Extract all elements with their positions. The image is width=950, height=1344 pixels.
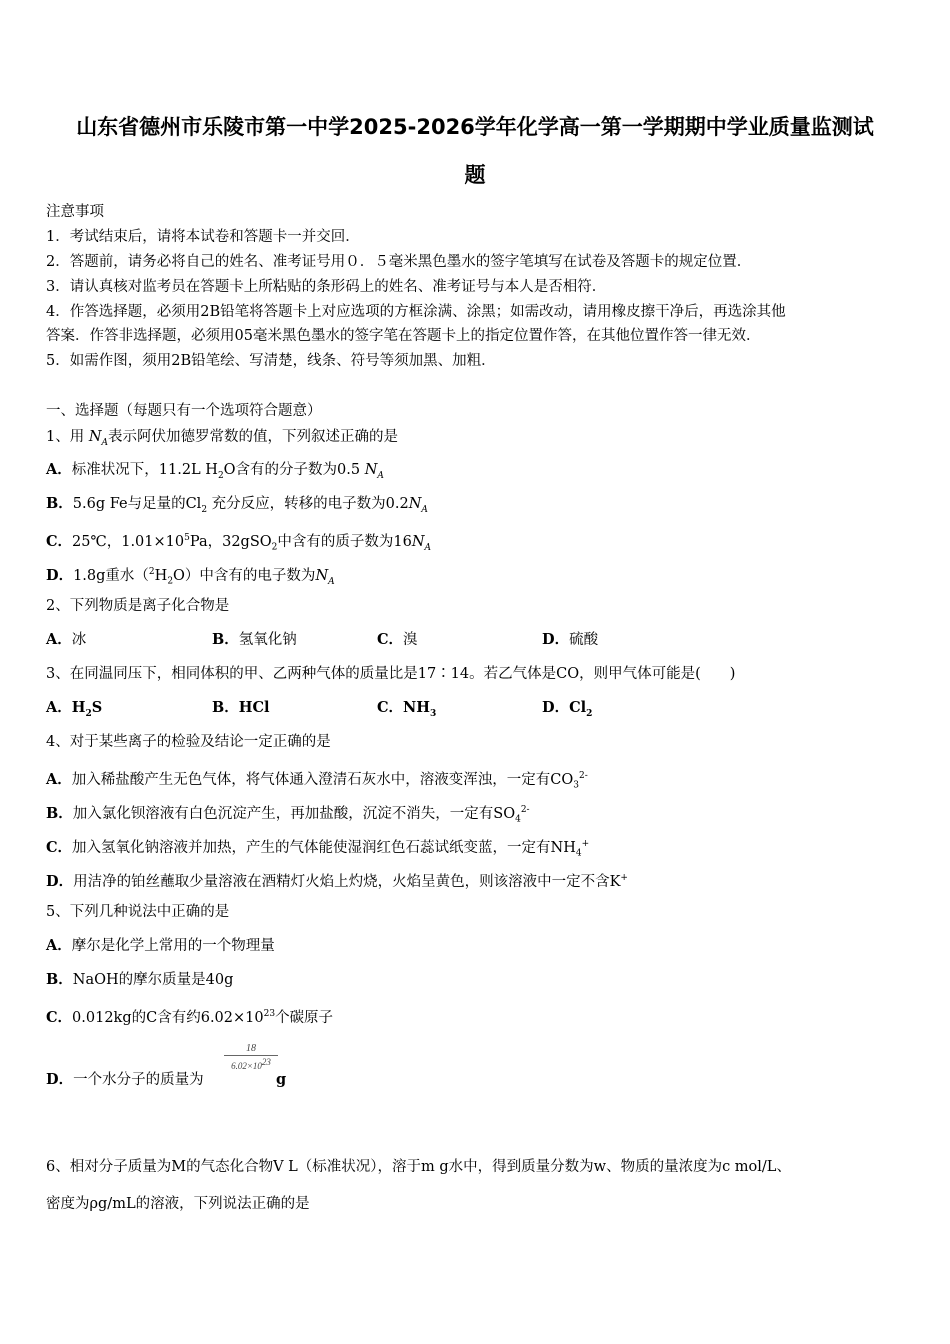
fraction-unit: g <box>276 1071 287 1088</box>
question-1-option-c: C．25℃，$1.01\times 10^5Pa$，32gSO$_2$中含有的质子数为$16N_A$ <box>46 532 432 553</box>
question-4-option-d: D．用洁净的铂丝蘸取少量溶液在酒精灯火焰上灼烧，火焰呈黄色，则该溶液中一定不含K+ <box>46 872 628 890</box>
notice-item: 5．如需作图，须用2B铅笔绘、写清楚，线条、符号等须加黑、加粗． <box>46 353 496 369</box>
question-6-stem-continued: 密度为ρg/mL的溶液，下列说法正确的是 <box>46 1196 310 1212</box>
question-4-option-b: B．加入氯化钡溶液有白色沉淀产生，再加盐酸，沉淀不消失，一定有$SO_4^{2-}$ <box>46 804 530 825</box>
question-5-stem: 5、下列几种说法中正确的是 <box>46 904 230 920</box>
notice-item: 3．请认真核对监考员在答题卡上所粘贴的条形码上的姓名、准考证号与本人是否相符． <box>46 279 607 295</box>
notice-item: 答案．作答非选择题，必须用05毫米黑色墨水的签字笔在答题卡上的指定位置作答，在其他位置作答一律无效． <box>46 328 761 344</box>
question-3-option-c: C．$NH_3$ <box>377 699 437 719</box>
notice-item: 1．考试结束后，请将本试卷和答题卡一并交回． <box>46 229 360 245</box>
fraction-denominator: $6.02\times 10^{23}$ <box>231 1057 271 1071</box>
question-4-option-a: A．加入稀盐酸产生无色气体，将气体通入澄清石灰水中，溶液变浑浊，一定有$CO_3^{2-}$ <box>46 770 588 791</box>
question-5-option-c: C．0.012kg的C含有约$6.02\times 10^{23}$个碳原子 <box>46 1008 334 1026</box>
question-2-option-a: A．冰 <box>46 631 87 648</box>
question-2-stem: 2、下列物质是离子化合物是 <box>46 598 230 614</box>
question-3-option-d: D．$Cl_2$ <box>542 699 593 719</box>
question-2-option-d: D．硫酸 <box>542 631 599 648</box>
question-2-option-b: B．氢氧化钠 <box>212 631 297 648</box>
fraction-numerator: 18 <box>224 1043 278 1056</box>
notice-item: 2．答题前，请务必将自己的姓名、准考证号用０．５毫米黑色墨水的签字笔填写在试卷及答题卡的规定位置． <box>46 254 752 270</box>
question-2-option-c: C．溴 <box>377 631 418 648</box>
question-5-option-d: D．一个水分子的质量为 <box>46 1071 204 1088</box>
question-1-option-b: B．5.6g Fe与足量的$Cl_2$ 充分反应，转移的电子数为$0.2N_A$ <box>46 495 428 515</box>
exam-title: 山东省德州市乐陵市第一中学2025-2026学年化学高一第一学期期中学业质量监测试 <box>76 115 874 139</box>
question-5-option-b: B．NaOH的摩尔质量是40g <box>46 971 234 988</box>
section-heading: 一、选择题（每题只有一个选项符合题意） <box>46 403 322 419</box>
question-1-option-d: D．1.8g重水$(^2H_2O)$中含有的电子数为$N_A$ <box>46 566 335 587</box>
question-4-option-c: C．加入氢氧化钠溶液并加热，产生的气体能使湿润红色石蕊试纸变蓝，一定有$NH_4^+$ <box>46 838 590 859</box>
question-3-option-b: B．HCl <box>212 699 270 716</box>
question-1-stem: 1、用 $N_A$表示阿伏加德罗常数的值，下列叙述正确的是 <box>46 429 399 448</box>
notice-heading: 注意事项 <box>46 204 104 220</box>
question-6-stem: 6、相对分子质量为M的气态化合物V L（标准状况），溶于m g水中，得到质量分数为w、物质的量浓度为c mol/L、 <box>46 1159 791 1175</box>
question-4-stem: 4、对于某些离子的检验及结论一定正确的是 <box>46 734 331 750</box>
question-5-option-a: A．摩尔是化学上常用的一个物理量 <box>46 937 275 954</box>
exam-title-continued: 题 <box>464 163 486 187</box>
notice-item: 4．作答选择题，必须用2B铅笔将答题卡上对应选项的方框涂满、涂黑；如需改动，请用橡皮擦干净后，再选涂其他 <box>46 304 786 320</box>
question-1-option-a: A．标准状况下，11.2L $H_2O$含有的分子数为0.5 $N_A$ <box>46 461 384 481</box>
question-3-stem: 3、在同温同压下，相同体积的甲、乙两种气体的质量比是17∶14。若乙气体是CO，则甲气体可能是( ) <box>46 666 736 682</box>
question-3-option-a: A．$H_2S$ <box>46 699 103 719</box>
water-molecule-mass-fraction <box>224 1043 278 1072</box>
